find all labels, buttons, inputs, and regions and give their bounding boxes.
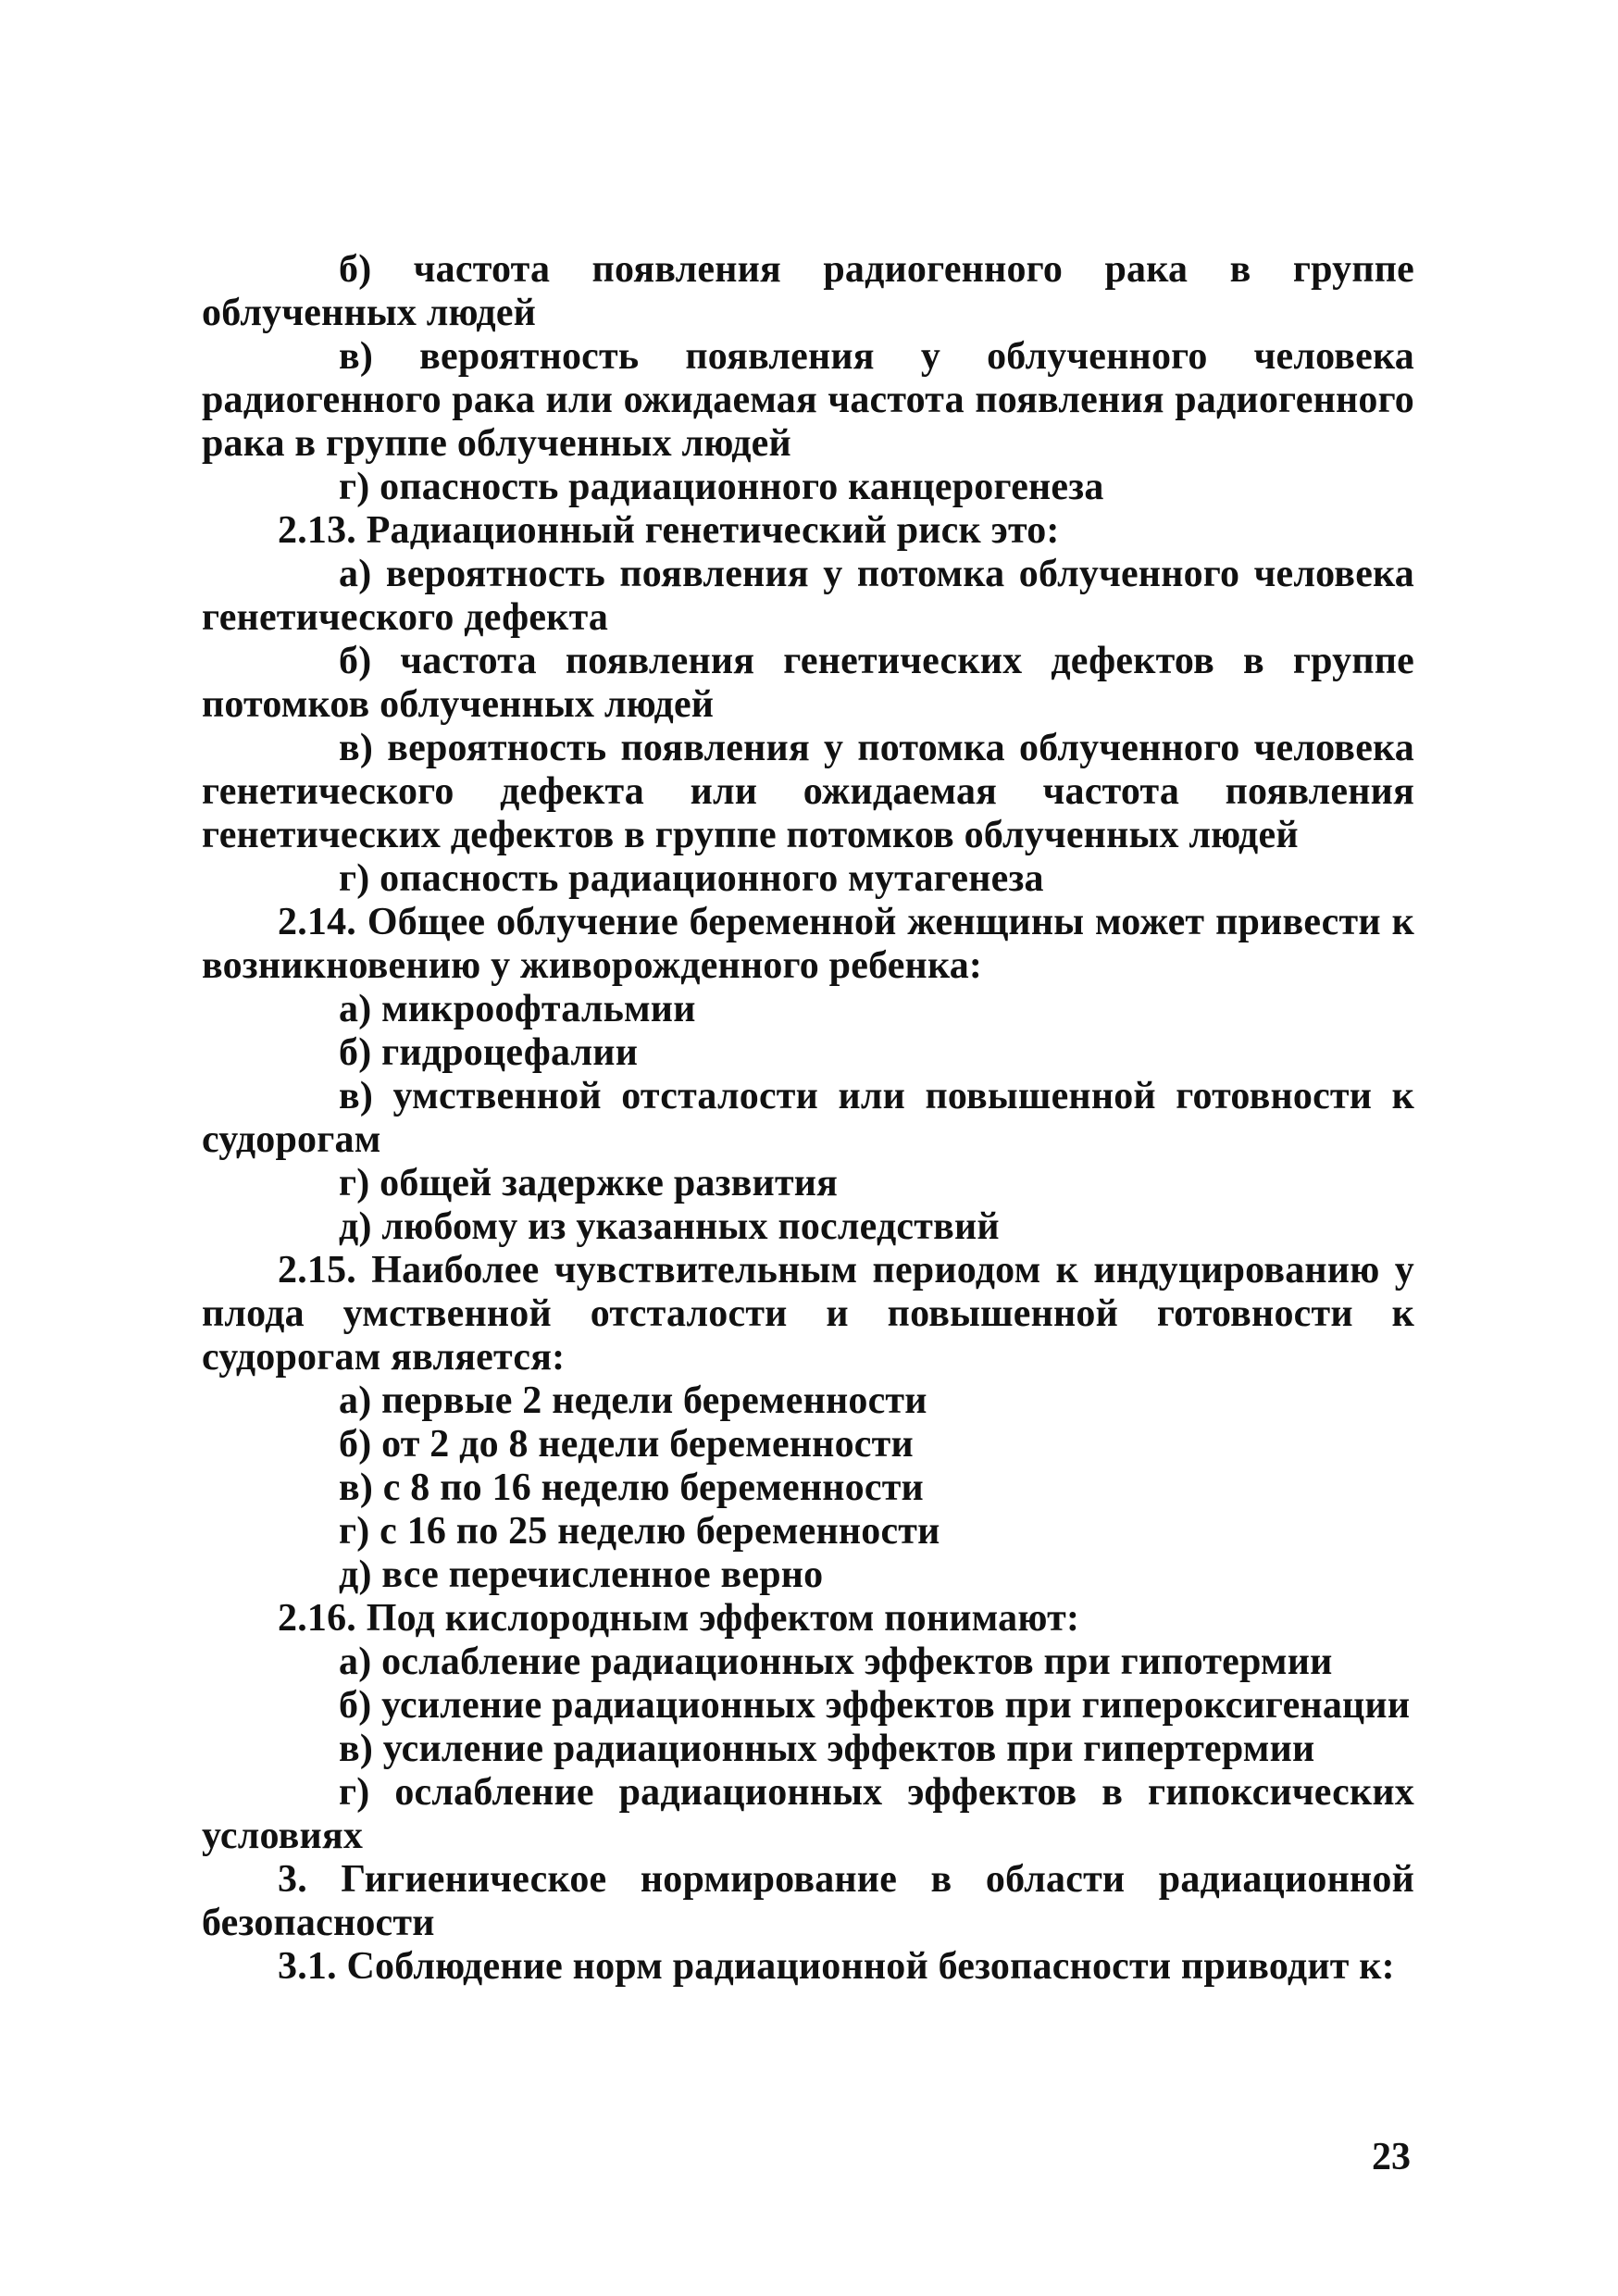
answer-option-a-2-16: а) ослабление радиационных эффектов при гипотермии: [339, 1641, 1333, 1683]
answer-option-g-2-14: г) общей задержке развития: [339, 1162, 839, 1204]
answer-option-g-2-16: г) ослабление радиационных эффектов в гипоксических условиях: [202, 1771, 1414, 1857]
section-heading-3: 3. Гигиеническое нормирование в области радиационной безопасности: [202, 1858, 1414, 1944]
page-body-text: [202, 248, 1414, 1989]
question-2-16: 2.16. Под кислородным эффектом понимают:: [278, 1597, 1080, 1640]
answer-option-g-2-13: г) опасность радиационного мутагенеза: [339, 857, 1044, 900]
page-number: 23: [1372, 2136, 1411, 2178]
answer-option-v-2-13: в) вероятность появления у потомка облученного человека генетического дефекта или ожидаемая частота появления генетических дефектов в группе потомков облученных людей: [202, 727, 1414, 856]
question-2-13: 2.13. Радиационный генетический риск это:: [278, 509, 1060, 552]
answer-option-d-2-15: д) все перечисленное верно: [339, 1554, 824, 1596]
answer-option-v-2-16: в) усиление радиационных эффектов при гипертермии: [339, 1728, 1315, 1770]
question-2-15: 2.15. Наиболее чувствительным периодом к индуцированию у плода умственной отсталости и повышенной готовности к судорогам является:: [202, 1249, 1414, 1379]
answer-option-a-2-14: а) микроофтальмии: [339, 988, 696, 1030]
question-2-14: 2.14. Общее облучение беременной женщины может привести к возникновению у живорожденного ребенка:: [202, 901, 1414, 987]
answer-option-b-2-16: б) усиление радиационных эффектов при гипероксигенации: [339, 1684, 1411, 1727]
answer-option-d-2-14: д) любому из указанных последствий: [339, 1205, 1000, 1248]
answer-option-b-2-12: б) частота появления радиогенного рака в группе облученных людей: [202, 248, 1414, 334]
answer-option-b-2-14: б) гидроцефалии: [339, 1031, 639, 1074]
answer-option-b-2-15: б) от 2 до 8 недели беременности: [339, 1423, 914, 1466]
answer-option-b-2-13: б) частота появления генетических дефектов в группе потомков облученных людей: [202, 640, 1414, 726]
answer-option-a-2-15: а) первые 2 недели беременности: [339, 1379, 927, 1422]
answer-option-v-2-14: в) умственной отсталости или повышенной готовности к судорогам: [202, 1075, 1414, 1161]
question-3-1: 3.1. Соблюдение норм радиационной безопасности приводит к:: [278, 1945, 1395, 1988]
answer-option-v-2-15: в) с 8 по 16 неделю беременности: [339, 1466, 924, 1509]
answer-option-a-2-13: а) вероятность появления у потомка облученного человека генетического дефекта: [202, 553, 1414, 639]
answer-option-g-2-15: г) с 16 по 25 неделю беременности: [339, 1510, 940, 1553]
answer-option-v-2-12: в) вероятность появления у облученного человека радиогенного рака или ожидаемая частота появления радиогенного рака в группе облученных людей: [202, 335, 1414, 465]
answer-option-g-2-12: г) опасность радиационного канцерогенеза: [339, 466, 1104, 508]
